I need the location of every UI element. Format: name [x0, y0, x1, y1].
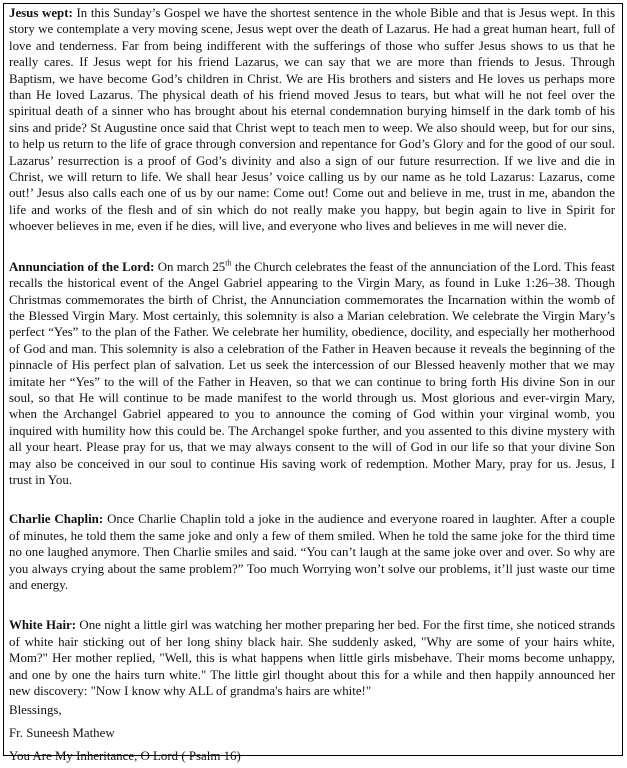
white-hair-heading: White Hair: [9, 618, 77, 633]
closing-motto: You Are My Inheritance, O Lord ( Psalm 16) [9, 749, 241, 764]
bulletin-content [9, 5, 615, 768]
chaplin-heading: Charlie Chaplin: [9, 512, 104, 527]
closing-blessings: Blessings, [9, 703, 62, 718]
jesus-wept-body: In this Sunday’s Gospel we have the shortest sentence in the whole Bible and that is Jesus wept. In this story we contemplate a very moving scene, Jesus wept over the death of Lazarus. He had a great human heart, full of love and tenderness. Far from being indifferent with the sufferings of those who suffer Jesus shows to us that he really cares. If Jesus wept for his friend Lazarus, we can say that we are more than friends to Jesus. Through Baptism, we have become God’s children in Christ. We are His brothers and sisters and He loves us perhaps more than He loved Lazarus. The physical death of his friend moved Jesus to tears, but what will he not feel over the spiritual death of a sinner who has brought about his eternal condemnation burying himself in the dark tomb of his sins and pride? St Augustine once said that Christ wept to teach men to weep. We also should weep, but for our sins, to help us return to the life of grace through conversion and repentance for God’s Glory and for the good of our soul. Lazarus’ resurrection is a proof of God’s divinity and also a sign of our future resurrection. If we live and die in Christ, we will return to life. We shall hear Jesus’ voice calling us by our name as he told Lazarus: Lazarus, come out!’ Jesus also calls each one of us by our name: Come out! Come out and believe in me, trust in me, abandon the life and works of the flesh and of sin which do not really make you happy, but begin again to live in Spirit for whoever believes in me, even if he dies, will live, and everyone who lives and believes in me will never die. [9, 6, 615, 234]
annunciation-lead: On march 25 [157, 259, 226, 274]
chaplin-body: Once Charlie Chaplin told a joke in the audience and everyone roared in laughter. After a couple of minutes, he told them the same joke and only a few of them smiled. When he told the same joke for the third time no one laughed anymore. Then Charlie smiles and said. “You can’t laugh at the same joke over and over. So why are you always crying about the same problem?” Too much Worrying won’t solve our problems, it’ll just waste our time and energy. [9, 512, 615, 592]
jesus-wept-paragraph [9, 5, 615, 235]
closing-signature: Fr. Suneesh Mathew [9, 726, 115, 741]
chaplin-paragraph [9, 511, 615, 593]
white-hair-paragraph [9, 617, 615, 699]
annunciation-paragraph [9, 259, 615, 489]
jesus-wept-heading: Jesus wept: [9, 6, 73, 20]
annunciation-body: the Church celebrates the feast of the annunciation of the Lord. This feast recalls the historical event of the Angel Gabriel appearing to the Virgin Mary, as found in Luke 1:26–38. Though Christmas commemorates the birth of Christ, the Annunciation commemorates the Incarnation within the womb of the Blessed Virgin Mary. Most certainly, this solemnity is also a Marian celebration. We celebrate the Virgin Mary’s perfect “Yes” to the plan of the Father. We celebrate her humility, obedience, docility, and especially her motherhood of God and man. This solemnity is also a celebration of the Father in Heaven because it reveals the beginning of the pinnacle of His perfect plan of salvation. Let us seek the intercession of our Blessed heavenly mother that we may imitate her “Yes” to the will of the Father in Heaven, so that we can continue to bring forth His divine Son in our soul, so that He will continue to be made manifest to the world through us. Most glorious and ever-virgin Mary, when the Archangel Gabriel appeared to you to announce the coming of God within your virginal womb, you inquired with humility how this could be. The Archangel spoke further, and you assented to this divine mystery with all your heart. Please pray for us, that we may always consent to the will of God in our life so that your divine Son may also be conceived in our soul to continue His saving work of redemption. Mother Mary, pray for us. Jesus, I trust in You. [9, 259, 615, 487]
annunciation-heading: Annunciation of the Lord: [9, 259, 155, 274]
white-hair-body: One night a little girl was watching her mother preparing her bed. For the first time, she noticed strands of white hair sticking out of her long shiny black hair. She suddenly asked, "Why are some of your hairs white, Mom?" Her mother replied, "Well, this is what happens when little girls misbehave. Their moms become unhappy, and one by one the hairs turn white." The little girl thought about this for a while and then happily announced her new discovery: "Now I know why ALL of grandma's hairs are white!" [9, 618, 615, 699]
annunciation-date-suffix: th [225, 258, 232, 268]
